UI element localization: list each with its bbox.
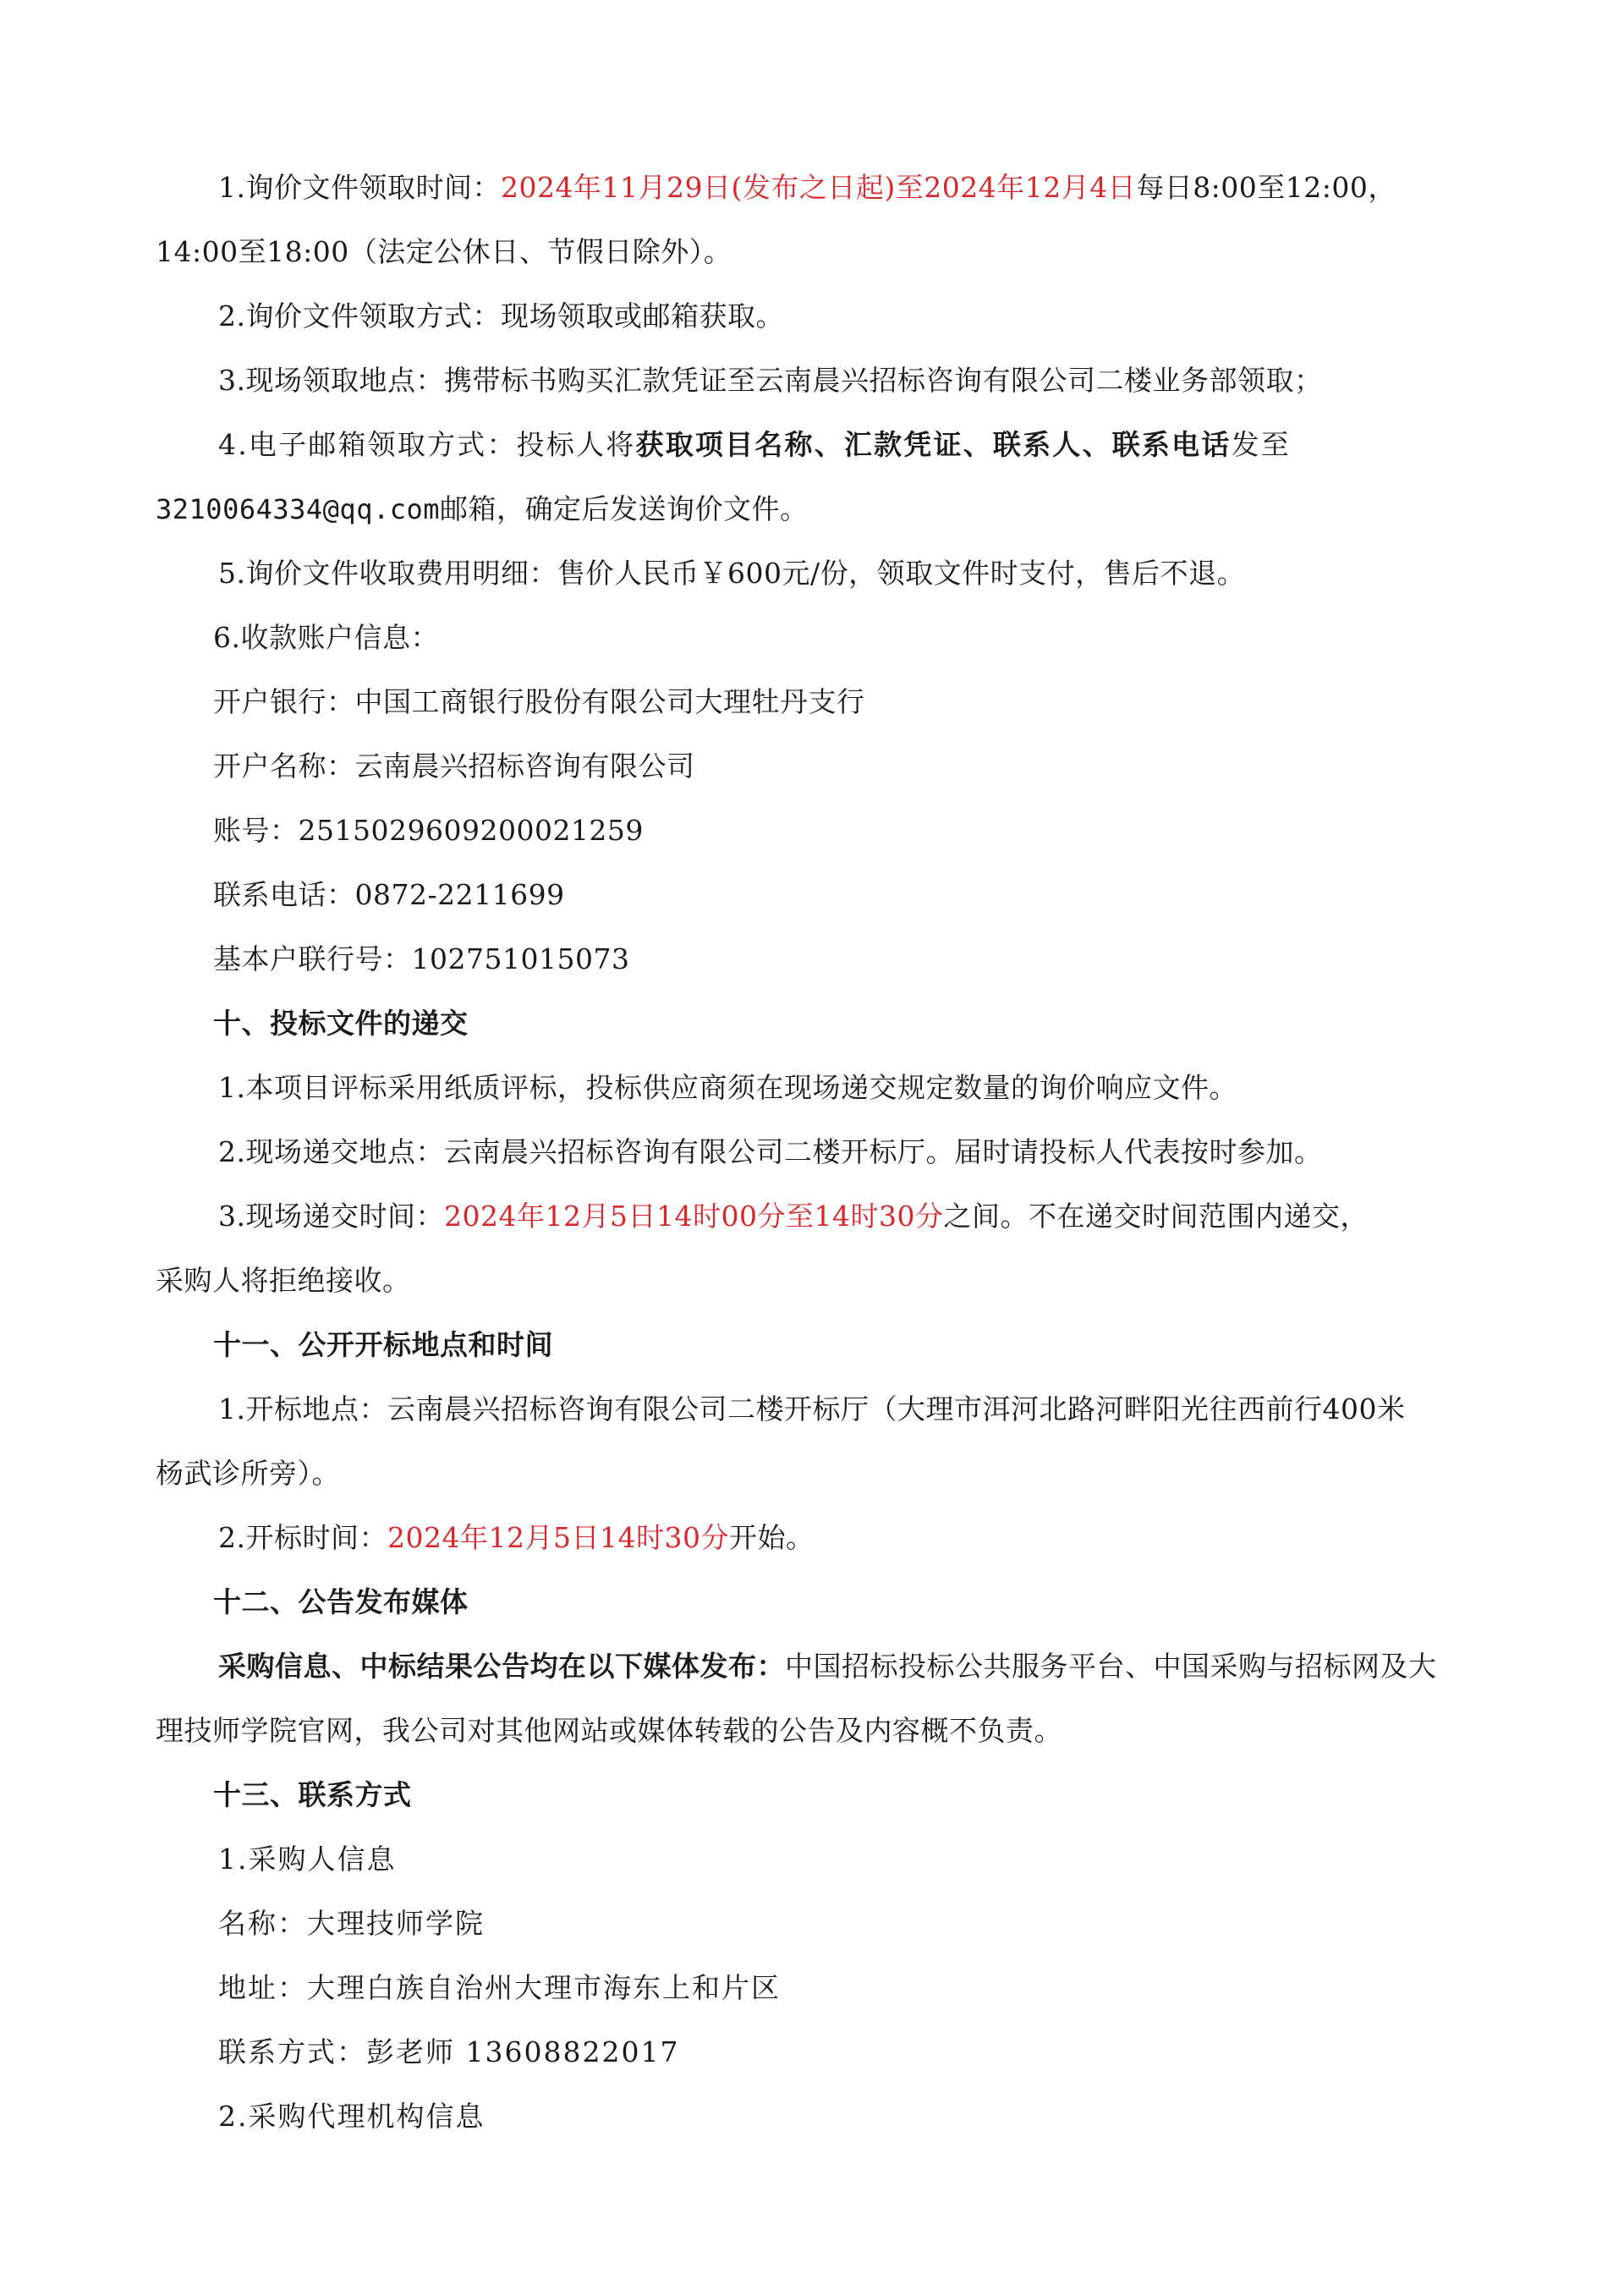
agency-title: 2.采购代理机构信息 xyxy=(218,2100,486,2133)
email-method-bold: 获取项目名称、汇款凭证、联系人、联系电话 xyxy=(635,428,1232,461)
email-method-line xyxy=(218,428,1291,462)
fetch-location-line: 3.现场领取地点：携带标书购买汇款凭证至云南晨兴招标咨询有限公司二楼业务部领取； xyxy=(218,364,1323,397)
phone-line: 联系电话：0872-2211699 xyxy=(213,878,565,911)
email-line-2 xyxy=(156,492,809,526)
submission-time-line-2: 采购人将拒绝接收。 xyxy=(156,1264,411,1297)
section-10-title: 十、投标文件的递交 xyxy=(213,1007,469,1040)
opening-time-suffix: 开始。 xyxy=(728,1521,815,1554)
account-info-title: 6.收款账户信息： xyxy=(213,621,439,654)
section-12-title: 十二、公告发布媒体 xyxy=(213,1585,469,1618)
opening-time-value: 2024年12月5日14时30分 xyxy=(387,1521,729,1554)
submission-method-line: 1.本项目评标采用纸质评标，投标供应商须在现场递交规定数量的询价响应文件。 xyxy=(218,1071,1237,1104)
bank-line: 开户银行：中国工商银行股份有限公司大理牡丹支行 xyxy=(213,685,865,718)
media-line xyxy=(218,1650,1437,1684)
fetch-time-line-2: 14:00至18:00（法定公休日、节假日除外）。 xyxy=(156,235,732,268)
purchaser-title: 1.采购人信息 xyxy=(218,1843,397,1876)
fetch-method-line: 2.询价文件领取方式：现场领取或邮箱获取。 xyxy=(218,299,784,332)
purchaser-address: 地址：大理白族自治州大理市海东上和片区 xyxy=(218,1971,781,2004)
fetch-time-label: 1.询价文件领取时间： xyxy=(218,171,501,204)
section-13-title: 十三、联系方式 xyxy=(213,1778,412,1811)
opening-location-line-2: 杨武诊所旁）。 xyxy=(156,1457,340,1490)
submission-time-suffix: 之间。不在递交时间范围内递交， xyxy=(943,1200,1369,1233)
email-method-prefix: 4.电子邮箱领取方式：投标人将 xyxy=(218,428,636,461)
submission-time-label: 3.现场递交时间： xyxy=(218,1200,444,1233)
fee-line: 5.询价文件收取费用明细：售价人民币￥600元/份，领取文件时支付，售后不退。 xyxy=(218,557,1246,590)
fetch-time-hours: 每日8:00至12:00， xyxy=(1136,171,1396,204)
email-method-suffix: 发至 xyxy=(1231,428,1291,461)
purchaser-contact: 联系方式：彭老师 13608822017 xyxy=(218,2035,680,2068)
section-11-title: 十一、公开开标地点和时间 xyxy=(213,1328,553,1361)
submission-location-line: 2.现场递交地点：云南晨兴招标咨询有限公司二楼开标厅。届时请投标人代表按时参加。 xyxy=(218,1135,1323,1168)
fetch-time-range: 2024年11月29日(发布之日起)至2024年12月4日 xyxy=(501,171,1137,204)
opening-location-line: 1.开标地点：云南晨兴招标咨询有限公司二楼开标厅（大理市洱河北路河畔阳光往西前行400米 xyxy=(218,1392,1406,1425)
account-name-line: 开户名称：云南晨兴招标咨询有限公司 xyxy=(213,750,695,783)
opening-time-label: 2.开标时间： xyxy=(218,1521,387,1554)
email-address: 3210064334@qq.com xyxy=(156,493,441,525)
media-bold: 采购信息、中标结果公告均在以下媒体发布： xyxy=(218,1650,785,1683)
purchaser-name: 名称：大理技师学院 xyxy=(218,1907,485,1940)
fetch-time-line xyxy=(218,171,1396,205)
submission-time-range: 2024年12月5日14时00分至14时30分 xyxy=(444,1200,944,1233)
media-line-2: 理技师学院官网，我公司对其他网站或媒体转载的公告及内容概不负责。 xyxy=(156,1714,1062,1747)
bank-code-line: 基本户联行号：102751015073 xyxy=(213,942,630,975)
submission-time-line xyxy=(218,1200,1369,1233)
media-text: 中国招标投标公共服务平台、中国采购与招标网及大 xyxy=(785,1650,1437,1683)
email-line-2-rest: 邮箱，确定后发送询价文件。 xyxy=(440,492,809,525)
opening-time-line xyxy=(218,1521,814,1555)
account-number-line: 账号：2515029609200021259 xyxy=(213,814,644,847)
